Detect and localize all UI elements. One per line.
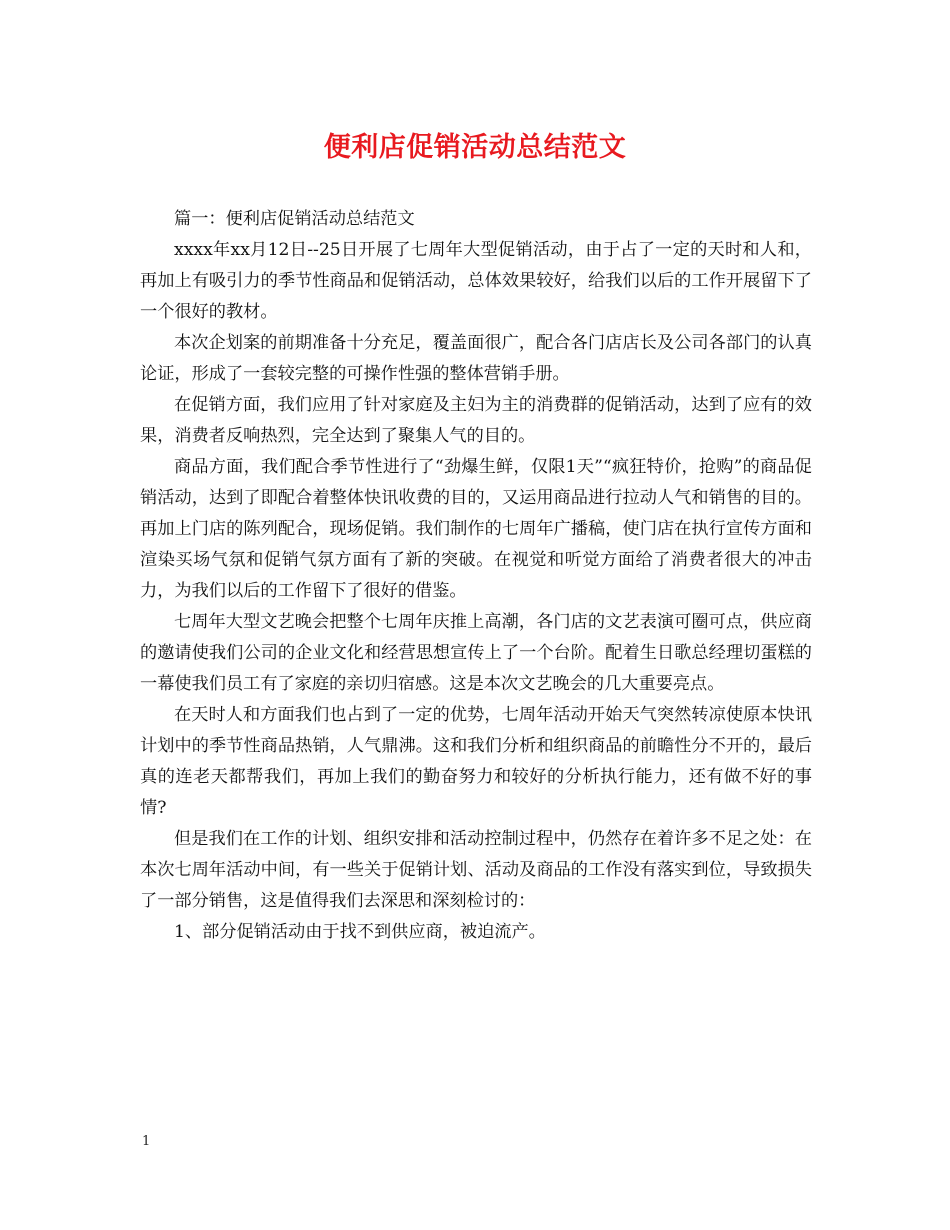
paragraph: 本次企划案的前期准备十分充足，覆盖面很广，配合各门店店长及公司各部门的认真论证，形成了一套较完整的可操作性强的整体营销手册。 xyxy=(140,333,812,384)
document-title: 便利店促销活动总结范文 xyxy=(323,132,627,163)
list-item: 1、部分促销活动由于找不到供应商，被迫流产。 xyxy=(174,922,546,942)
paragraph-heading: 篇一：便利店促销活动总结范文 xyxy=(174,209,415,229)
paragraph: 在促销方面，我们应用了针对家庭及主妇为主的消费群的促销活动，达到了应有的效果，消费者反响热烈，完全达到了聚集人气的目的。 xyxy=(140,395,812,446)
document-body xyxy=(140,204,812,948)
paragraph: 但是我们在工作的计划、组织安排和活动控制过程中，仍然存在着许多不足之处：在本次七周年活动中间，有一些关于促销计划、活动及商品的工作没有落实到位，导致损失了一部分销售，这是值得我们去深思和深刻检讨的： xyxy=(140,829,812,911)
paragraph: 七周年大型文艺晚会把整个七周年庆推上高潮，各门店的文艺表演可圈可点，供应商的邀请使我们公司的企业文化和经营思想宣传上了一个台阶。配着生日歌总经理切蛋糕的一幕使我们员工有了家庭的亲切归宿感。这是本次文艺晚会的几大重要亮点。 xyxy=(140,612,812,694)
paragraph: 在天时人和方面我们也占到了一定的优势，七周年活动开始天气突然转凉使原本快讯计划中的季节性商品热销，人气鼎沸。这和我们分析和组织商品的前瞻性分不开的，最后真的连老天都帮我们，再加上我们的勤奋努力和较好的分析执行能力，还有做不好的事情? xyxy=(140,705,812,818)
paragraph: xxxx年xx月12日--25日开展了七周年大型促销活动，由于占了一定的天时和人和，再加上有吸引力的季节性商品和促销活动，总体效果较好，给我们以后的工作开展留下了一个很好的教材。 xyxy=(140,240,812,322)
paragraph: 商品方面，我们配合季节性进行了“劲爆生鲜，仅限1天”“疯狂特价，抢购”的商品促销活动，达到了即配合着整体快讯收费的目的，又运用商品进行拉动人气和销售的目的。再加上门店的陈列配合，现场促销。我们制作的七周年广播稿，使门店在执行宣传方面和渲染买场气氛和促销气氛方面有了新的突破。在视觉和听觉方面给了消费者很大的冲击力，为我们以后的工作留下了很好的借鉴。 xyxy=(140,457,812,601)
page-number: 1 xyxy=(142,1134,151,1149)
